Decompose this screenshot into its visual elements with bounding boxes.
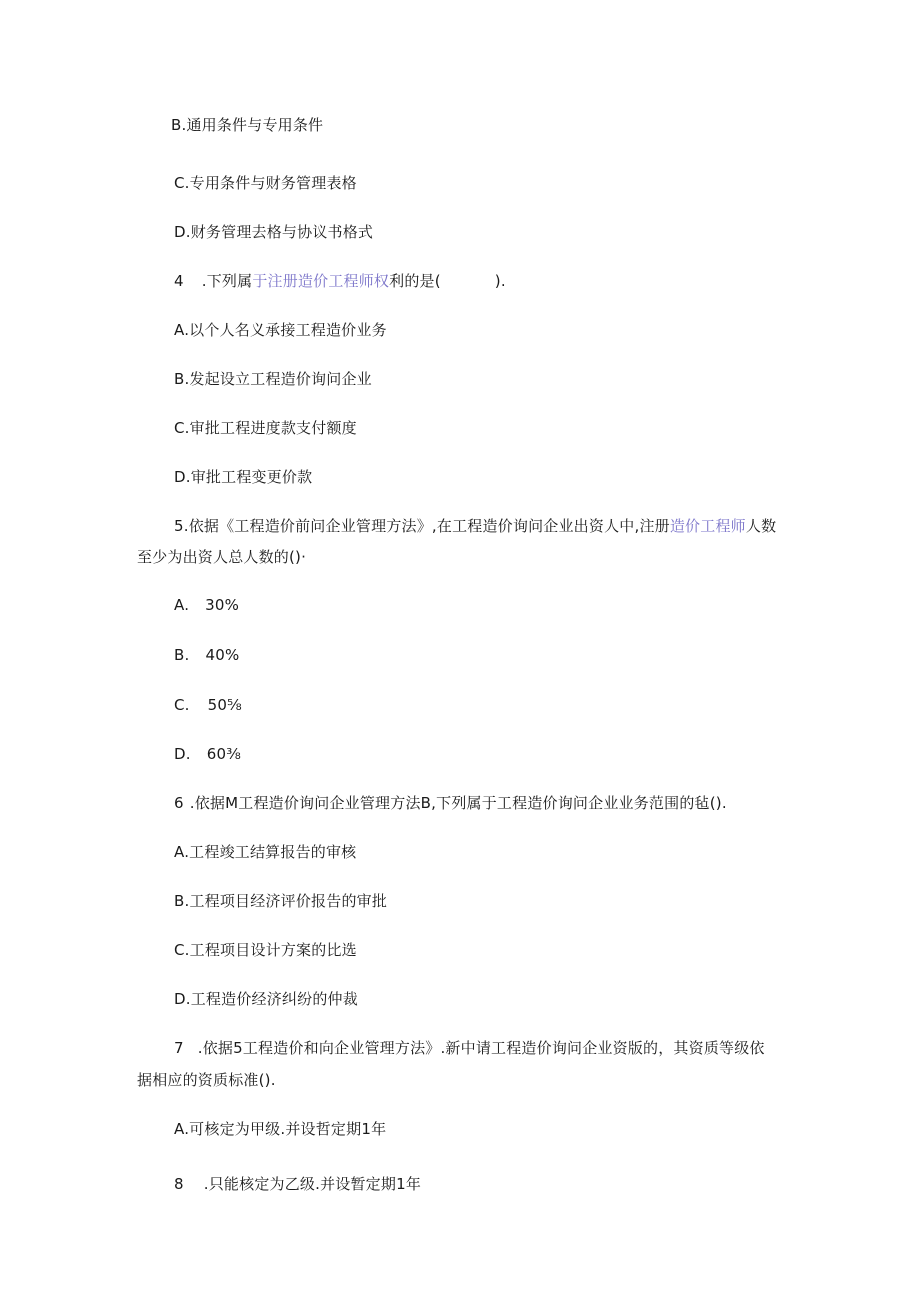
question-7-line-1 — [174, 1038, 765, 1058]
question-5-line-1 — [174, 516, 776, 536]
q6-option-a: A.工程竣工结算报告的审核 — [174, 843, 357, 861]
q6-option-b: B.工程项目经济评价报告的审批 — [174, 892, 388, 910]
question-text-suffix: 人数 — [745, 517, 777, 535]
option-value: 50⅝ — [207, 696, 242, 714]
q3-option-b: B.通用条件与专用条件 — [171, 116, 324, 134]
q3-option-d: D.财务管理去格与协议书格式 — [174, 223, 374, 241]
option-label: C. — [174, 696, 190, 714]
question-text-end: ). — [494, 272, 506, 290]
question-number: 4 — [174, 272, 184, 290]
question-text: .下列属 — [201, 272, 253, 290]
option-value: 30% — [205, 596, 240, 614]
question-text: 5.依据《工程造价前问企业管理方法》,在工程造价询问企业出资人中,注册 — [174, 517, 670, 535]
term-link[interactable]: 造价工程师 — [669, 517, 746, 535]
question-number: 7 — [174, 1039, 184, 1057]
q5-option-d — [174, 744, 241, 764]
question-7-line-2: 据相应的资质标准(). — [137, 1071, 276, 1089]
q6-option-d: D.工程造价经济纠纷的仲裁 — [174, 990, 358, 1008]
question-text: .依据M工程造价询问企业管理方法B,下列属于工程造价询问企业业务范围的毡(). — [189, 794, 727, 812]
q4-option-d: D.审批工程变更价款 — [174, 468, 313, 486]
q5-option-b — [174, 645, 239, 665]
q3-option-c: C.专用条件与财务管理表格 — [174, 174, 357, 192]
option-value: 40% — [205, 646, 240, 664]
option-label: B. — [174, 646, 190, 664]
q4-option-b: B.发起设立工程造价询问企业 — [174, 370, 372, 388]
question-text: .只能核定为乙级.并设暂定期1年 — [203, 1175, 422, 1193]
question-number: 8 — [174, 1175, 184, 1193]
q4-option-c: C.审批工程进度款支付额度 — [174, 419, 357, 437]
question-5-line-2: 至少为出资人总人数的()· — [137, 548, 307, 566]
q5-option-c — [174, 695, 242, 715]
question-text: .依据5工程造价和向企业管理方法》.新中请工程造价询问企业资版的，其资质等级依 — [197, 1039, 765, 1057]
question-6 — [174, 793, 727, 813]
option-value: 60⅜ — [206, 745, 241, 763]
question-number: 6 — [174, 794, 184, 812]
q6-option-c: C.工程项目设计方案的比选 — [174, 941, 357, 959]
option-label: A. — [174, 596, 190, 614]
question-text-suffix: 利的是( — [389, 272, 441, 290]
question-8 — [174, 1174, 421, 1194]
option-label: D. — [174, 745, 191, 763]
term-link[interactable]: 于注册造价工程师权 — [252, 272, 390, 290]
q7-option-a: A.可核定为甲级.并设哲定期1年 — [174, 1120, 387, 1138]
q5-option-a — [174, 595, 239, 615]
q4-option-a: A.以个人名义承接工程造价业务 — [174, 321, 387, 339]
question-4 — [174, 271, 506, 291]
